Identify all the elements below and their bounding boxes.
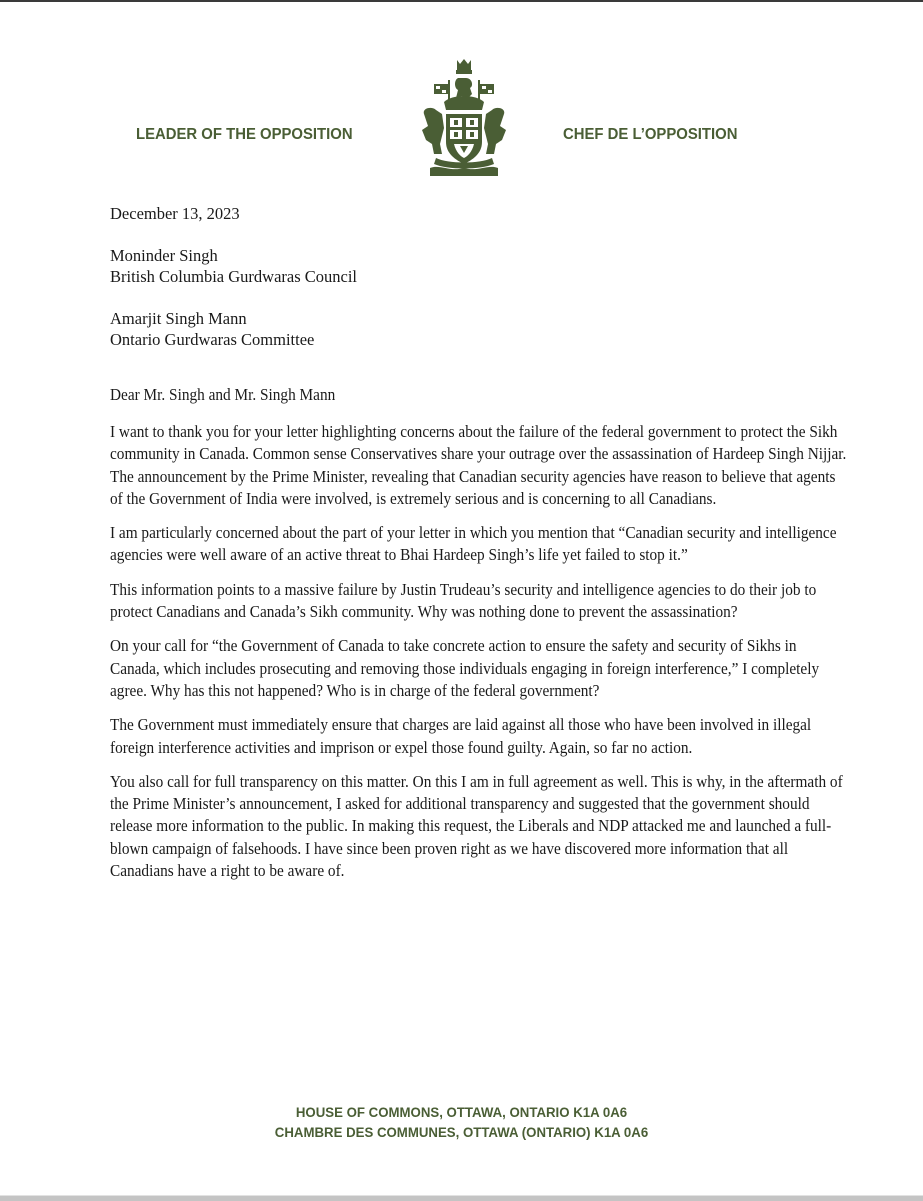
body-paragraph: The Government must immediately ensure that charges are laid against all those who have been involved in illegal foreign interference activities and imprison or expel those found guilty. Again, so far no action. bbox=[110, 715, 812, 757]
recipient-organization: Ontario Gurdwaras Committee bbox=[110, 330, 315, 349]
recipient-address bbox=[110, 308, 314, 350]
recipient-organization: British Columbia Gurdwaras Council bbox=[110, 267, 358, 286]
body-paragraph: On your call for “the Government of Canada to take concrete action to ensure the safety and security of Sikhs in Canada, which includes prosecuting and removing those individuals engaging in foreign interference,” I completely agree. Why has this not happened? Who is in charge of the federal government? bbox=[110, 636, 820, 700]
coat-of-arms-icon bbox=[416, 58, 512, 178]
top-border bbox=[0, 0, 923, 2]
body-paragraph: This information points to a massive failure by Justin Trudeau’s security and intelligence agencies to do their job to protect Canadians and Canada’s Sikh community. Why was nothing done to prevent the assassination? bbox=[110, 579, 817, 622]
recipient-address bbox=[110, 245, 357, 287]
body-paragraph: I want to thank you for your letter highlighting concerns about the failure of the federal government to protect the Sikh community in Canada. Common sense Conservatives share your outrage over the assassination of Hardeep Singh Nijjar. The announcement by the Prime Minister, revealing that Canadian security agencies have reason to believe that agents of the Government of India were involved, is extremely serious and is concerning to all Canadians. bbox=[110, 422, 847, 508]
letter-body bbox=[110, 421, 847, 894]
body-paragraph: You also call for full transparency on this matter. On this I am in full agreement as well. This is why, in the aftermath of the Prime Minister’s announcement, I asked for additional transparency and suggested that the government should release more information to the public. In making this request, the Liberals and NDP attacked me and launched a full-blown campaign of falsehoods. I have since been proven right as we have discovered more information that all Canadians have a right to be aware of. bbox=[110, 771, 843, 881]
letterhead-footer bbox=[0, 1103, 923, 1143]
salutation: Dear Mr. Singh and Mr. Singh Mann bbox=[110, 385, 336, 404]
letterhead-title-french: CHEF DE L’OPPOSITION bbox=[563, 126, 738, 143]
letter-date: December 13, 2023 bbox=[110, 204, 240, 223]
footer-address-french: CHAMBRE DES COMMUNES, OTTAWA (ONTARIO) K1A 0A6 bbox=[274, 1125, 649, 1140]
bottom-border bbox=[0, 1195, 923, 1201]
letterhead-title-english: LEADER OF THE OPPOSITION bbox=[136, 126, 353, 143]
footer-address-english: HOUSE OF COMMONS, OTTAWA, ONTARIO K1A 0A6 bbox=[295, 1105, 628, 1120]
recipient-name: Moninder Singh bbox=[110, 246, 218, 265]
body-paragraph: I am particularly concerned about the part of your letter in which you mention that “Canadian security and intelligence agencies were well aware of an active threat to Bhai Hardeep Singh’s life yet failed to stop it.” bbox=[110, 523, 837, 565]
recipient-name: Amarjit Singh Mann bbox=[110, 309, 247, 328]
